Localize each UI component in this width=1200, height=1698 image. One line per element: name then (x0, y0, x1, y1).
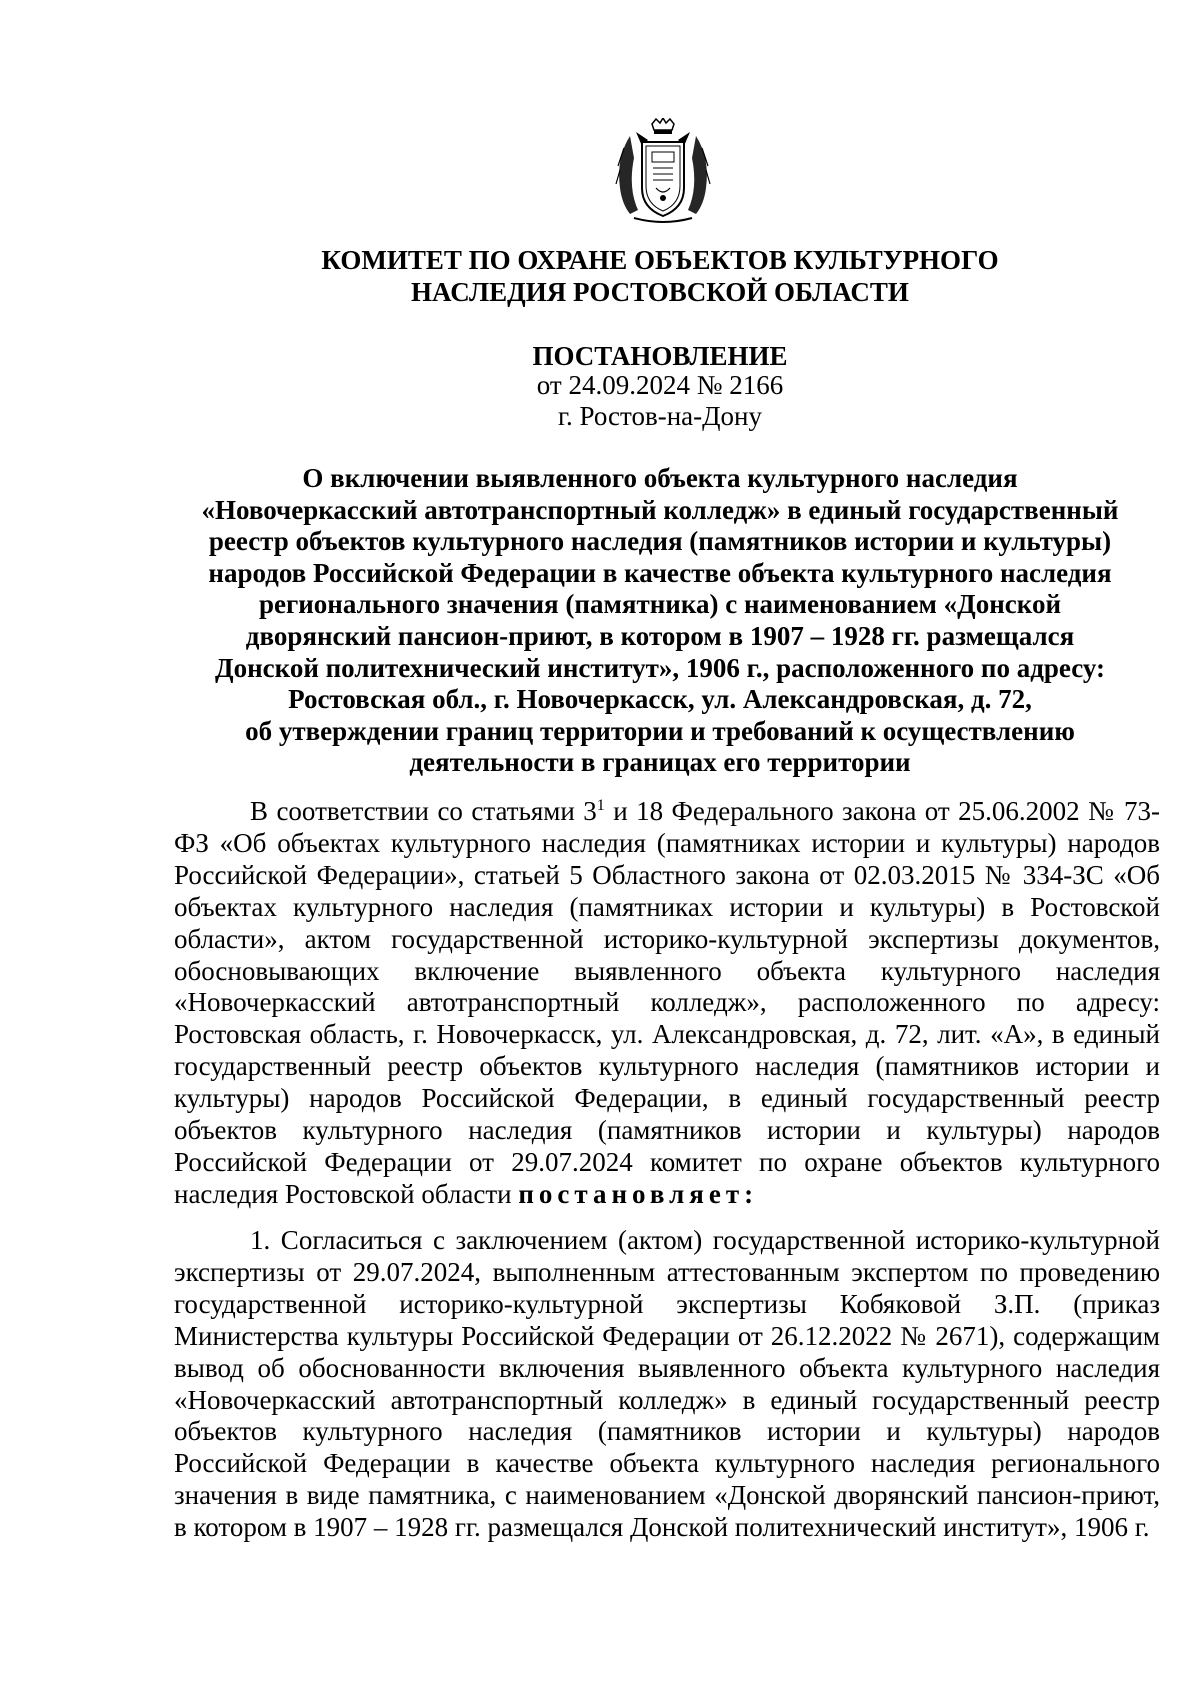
preamble-start: В соответствии со статьями 3 (250, 796, 597, 826)
subject-line: деятельности в границах его территории (409, 747, 911, 778)
subject-line: регионального значения (памятника) с наименованием «Донской (258, 589, 1062, 620)
subject-line: Ростовская обл., г. Новочеркасск, ул. Александровская, д. 72, (288, 684, 1032, 715)
committee-name-line1: КОМИТЕТ ПО ОХРАНЕ ОБЪЕКТОВ КУЛЬТУРНОГО (321, 245, 999, 275)
resolves-keyword: постановляет: (518, 1178, 759, 1209)
subject-line: дворянский пансион-приют, в котором в 1907 – 1928 гг. размещался (245, 620, 1075, 651)
preamble-rest: и 18 Федерального закона от 25.06.2002 № 73-ФЗ «Об объектах культурного наследия (памятниках истории и культуры) народов Российской Федерации», статьей 5 Областного закона от 02.03.2015 № 334-ЗС «Об объектах культурного наследия (памятниках истории и культуры) в Ростовской области», актом государственной историко-культурной экспертизы документов, обосновывающих включение выявленного объекта культурного наследия «Новочеркасский автотранспортный колледж», расположенного по адресу: Ростовская область, г. Новочеркасск, ул. Александровская, д. 72, лит. «А», в единый государственный реестр объектов культурного наследия (памятников истории и культуры) народов Российской Федерации, в единый государственный реестр объектов культурного наследия (памятников истории и культуры) народов Российской Федерации от 29.07.2024 комитет по охране объектов культурного наследия Ростовской области (174, 796, 1160, 1209)
subject-line: Донской политехнический институт», 1906 г., расположенного по адресу: (215, 652, 1105, 683)
item-1-paragraph: 1. Согласиться с заключением (актом) государственной историко-культурной экспертизы от 29.07.2024, выполненным аттестованным экспертом по проведению государственной историко-культурной экспертизы Кобяковой З.П. (приказ Министерства культуры Российской Федерации от 26.12.2022 № 2671), содержащим вывод об обоснованности включения выявленного объекта культурного наследия «Новочеркасский автотранспортный колледж» в единый государственный реестр объектов культурного наследия (памятников истории и культуры) народов Российской Федерации в качестве объекта культурного наследия регионального значения в виде памятника, с наименованием «Донской дворянский пансион-приют, в котором в 1907 – 1928 гг. размещался Донской политехнический институт», 1906 г. (174, 1225, 1160, 1543)
subject-line: об утверждении границ территории и требований к осуществлению (245, 715, 1075, 746)
subject-line: «Новочеркасский автотранспортный колледж» в единый государственный (201, 494, 1119, 525)
decree-subject (160, 463, 1160, 779)
committee-name (160, 244, 1160, 308)
subject-line: народов Российской Федерации в качестве объекта культурного наследия (208, 557, 1112, 588)
decree-meta (160, 370, 1160, 432)
preamble-paragraph (174, 796, 1160, 1211)
article-superscript: 1 (596, 797, 605, 814)
decree-place: г. Ростов-на-Дону (557, 401, 762, 431)
committee-name-line2: НАСЛЕДИЯ РОСТОВСКОЙ ОБЛАСТИ (411, 277, 909, 307)
decree-date-number: от 24.09.2024 № 2166 (536, 370, 784, 400)
decree-title: ПОСТАНОВЛЕНИЕ (532, 341, 788, 371)
coat-of-arms-icon (608, 118, 718, 226)
subject-line: реестр объектов культурного наследия (памятников истории и культуры) (208, 526, 1112, 557)
subject-line: О включении выявленного объекта культурного наследия (302, 463, 1018, 493)
